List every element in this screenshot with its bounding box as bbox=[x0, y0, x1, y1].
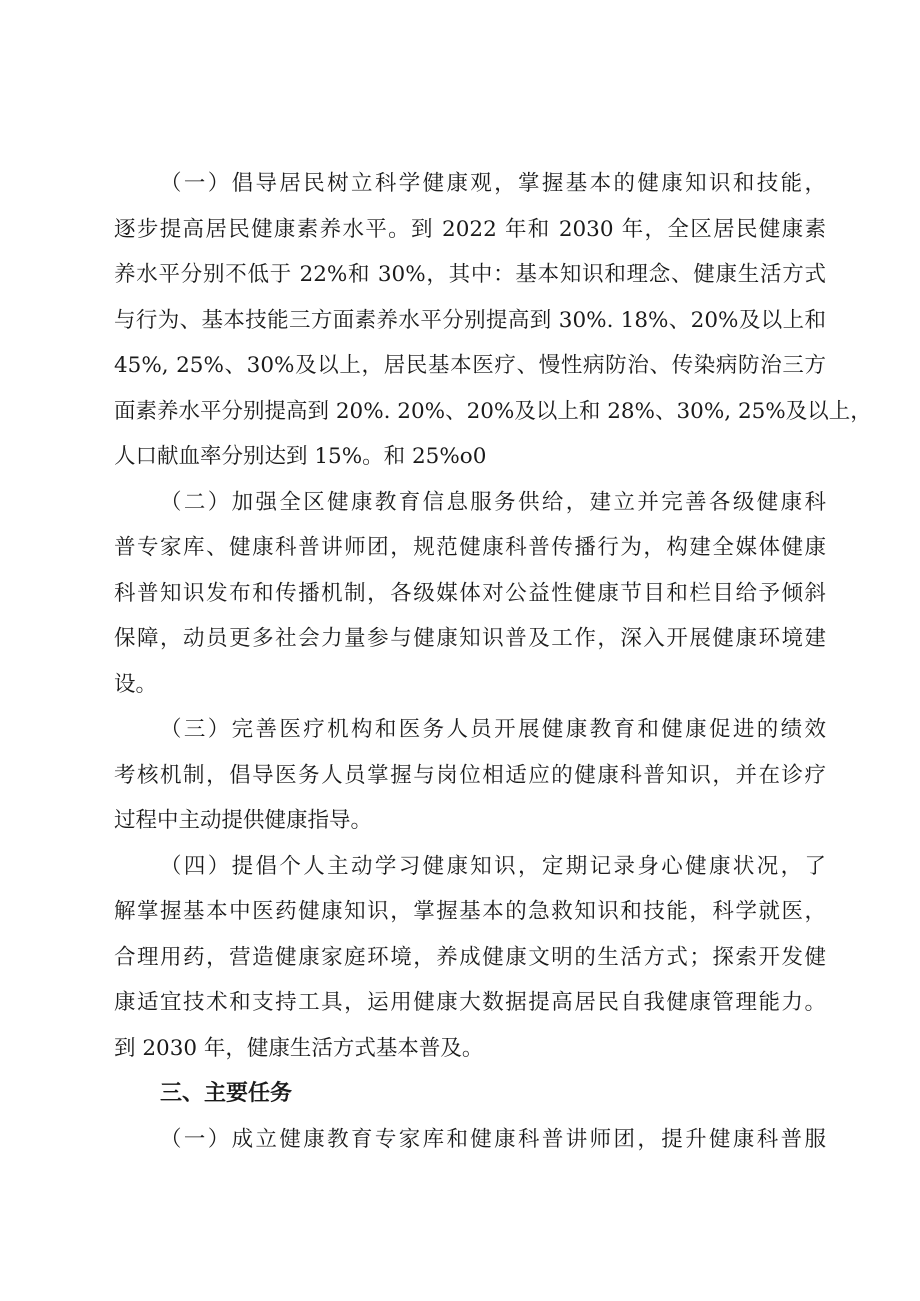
paragraph-1-line-5: 45%, 25%、30%及以上，居民基本医疗、慢性病防治、传染病防治三方 bbox=[114, 353, 826, 378]
paragraph-2-line-1: （二）加强全区健康教育信息服务供给，建立并完善各级健康科 bbox=[160, 490, 826, 515]
paragraph-3-line-3: 过程中主动提供健康指导。 bbox=[114, 808, 373, 833]
paragraph-4-line-4: 康适宜技术和支持工具，运用健康大数据提高居民自我健康管理能力。 bbox=[114, 990, 826, 1015]
paragraph-1-line-3: 养水平分别不低于 22%和 30%，其中：基本知识和理念、健康生活方式 bbox=[114, 262, 826, 287]
section-heading: 三、主要任务 bbox=[160, 1081, 293, 1106]
paragraph-4-line-5: 到 2030 年，健康生活方式基本普及。 bbox=[114, 1036, 484, 1061]
paragraph-4-line-2: 解掌握基本中医药健康知识，掌握基本的急救知识和技能，科学就医， bbox=[114, 899, 826, 924]
paragraph-4-line-1: （四）提倡个人主动学习健康知识，定期记录身心健康状况，了 bbox=[160, 854, 826, 879]
paragraph-4-line-3: 合理用药，营造健康家庭环境，养成健康文明的生活方式；探索开发健 bbox=[114, 945, 826, 970]
paragraph-1-line-6: 面素养水平分别提高到 20%. 20%、20%及以上和 28%、30%, 25%及以上， bbox=[114, 399, 872, 424]
paragraph-2-line-3: 科普知识发布和传播机制，各级媒体对公益性健康节目和栏目给予倾斜 bbox=[114, 581, 826, 606]
paragraph-1-line-7: 人口献血率分别达到 15%。和 25%o0 bbox=[114, 444, 487, 469]
paragraph-2-line-4: 保障，动员更多社会力量参与健康知识普及工作，深入开展健康环境建 bbox=[114, 626, 826, 651]
paragraph-1-line-1: （一）倡导居民树立科学健康观，掌握基本的健康知识和技能， bbox=[160, 171, 826, 196]
paragraph-2-line-5: 设。 bbox=[114, 672, 158, 697]
paragraph-3-line-2: 考核机制，倡导医务人员掌握与岗位相适应的健康科普知识，并在诊疗 bbox=[114, 763, 826, 788]
section-paragraph-1-line-1: （一）成立健康教育专家库和健康科普讲师团，提升健康科普服 bbox=[160, 1127, 826, 1152]
paragraph-2-line-2: 普专家库、健康科普讲师团，规范健康科普传播行为，构建全媒体健康 bbox=[114, 535, 826, 560]
paragraph-1-line-4: 与行为、基本技能三方面素养水平分别提高到 30%. 18%、20%及以上和 bbox=[114, 308, 826, 333]
paragraph-3-line-1: （三）完善医疗机构和医务人员开展健康教育和健康促进的绩效 bbox=[160, 717, 826, 742]
paragraph-1-line-2: 逐步提高居民健康素养水平。到 2022 年和 2030 年，全区居民健康素 bbox=[114, 217, 826, 242]
